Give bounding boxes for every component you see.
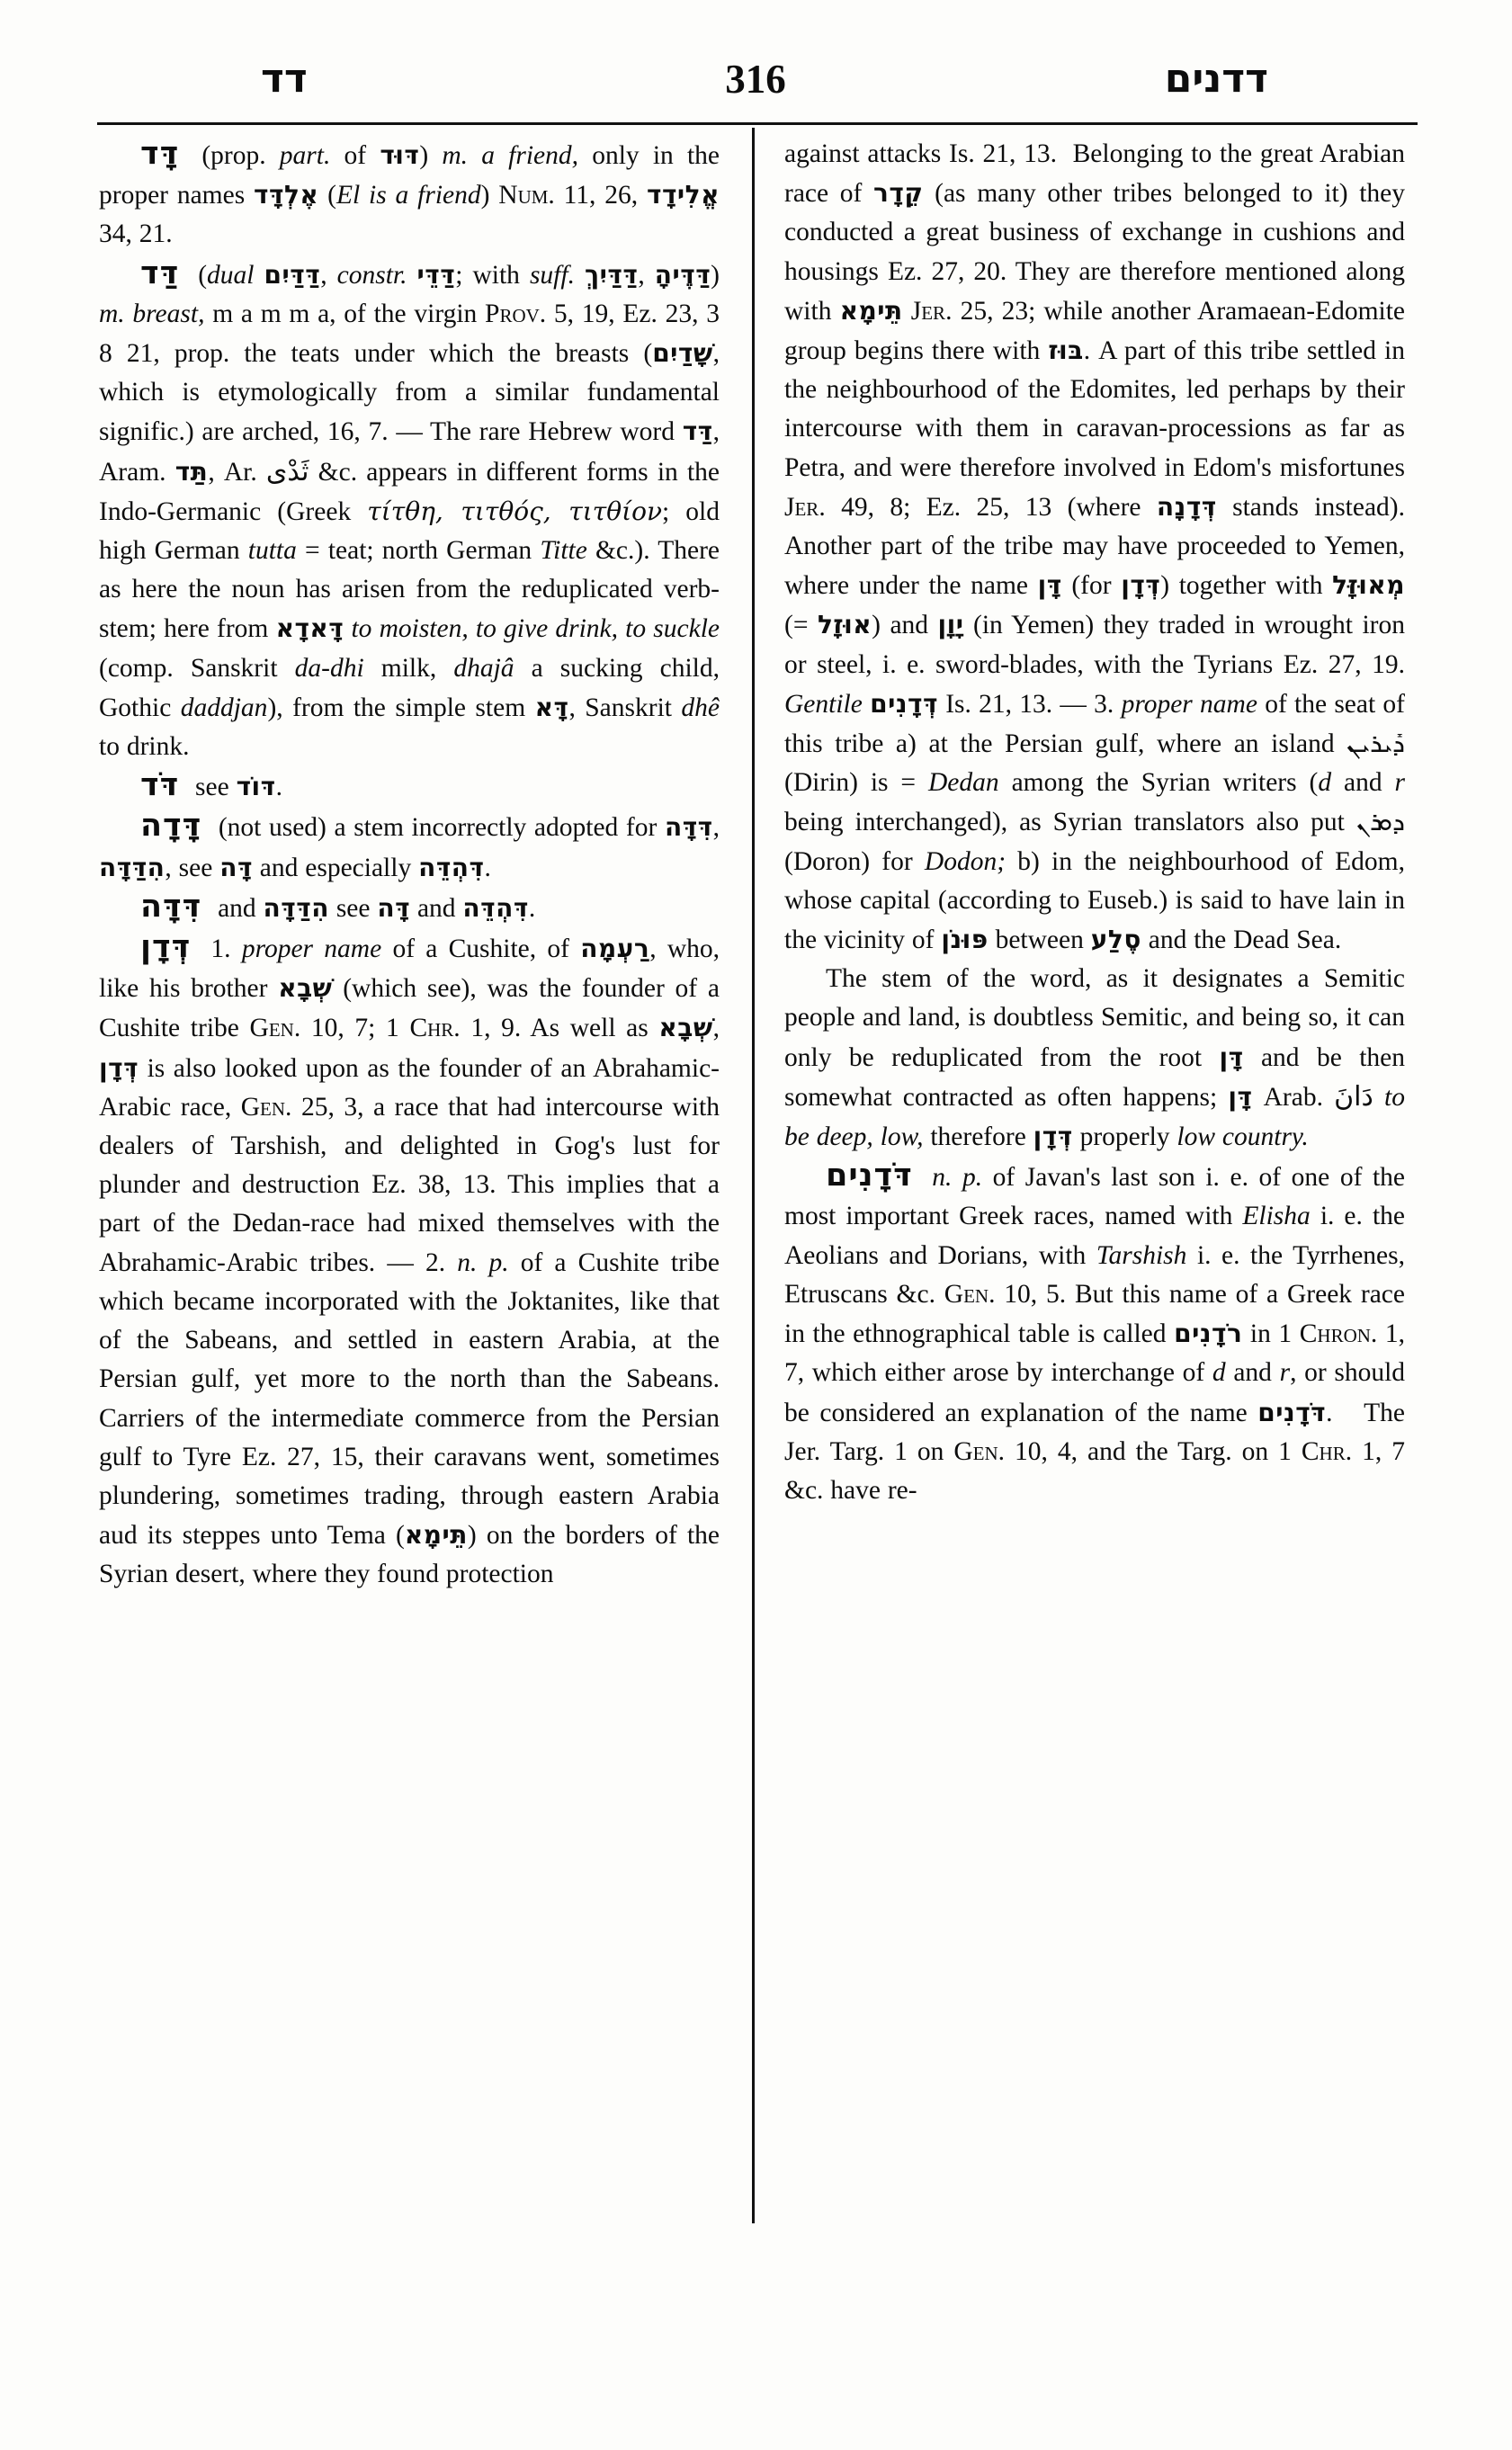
entry-dedan: דְּדָן 1. proper name of a Cushite, of רַעְמָה, who, like his brother שְׁבָא (which see), was the founder of a Cushite tribe Gen. 10, 7; 1 Chr. 1, 9. As well as שְׁבָא, דְּדָן is also looked upon as the founder of an Abrahamic-Arabic race, Gen. 25, 3, a race that had intercourse with dealers of Tarshish, and delighted in Gog's lust for plunder and destruction Ez. 38, 13. This implies that a part of the Dedan-race had mixed themselves with the Abrahamic-Arabic tribes. — 2. n. p. of a Cushite tribe which became incorporated with the Joktanites, like that of the Sabeans, and settled in eastern Arabia, at the Persian gulf, yet more to the north than the Sabeans. Carriers of the intermediate commerce from the Persian gulf to Tyre Ez. 27, 15, their caravans went, sometimes plundering, sometimes trading, through eastern Arabia aud its steppes unto Tema (תֵּימָא) on the borders of the Syrian desert, where they found protection [99, 929, 720, 1589]
entry-dedan-continued: against attacks Is. 21, 13. Belonging to the great Arabian race of קֵדָר (as many other tribes belonged to it) they conducted a great business of exchange in cushions and housings Ez. 27, 20. They are therefore mentioned along with תֵּימָא Jer. 25, 23; while another Aramaean-Edomite group begins there with בּוּז. A part of this tribe settled in the neighbourhood of the Edomites, led perhaps by their intercourse with them in caravan-processions as far as Petra, and were therefore involved in Edom's misfortunes Jer. 49, 8; Ez. 25, 13 (where דְּדָנָה stands instead). Another part of the tribe may have proceeded to Yemen, where under the name דָּן (for דְּדָן) together with מְאוּזָּל (= אוּזָל) and יָוָן (in Yemen) they traded in wrought iron or steel, i. e. sword-blades, with the Tyrians Ez. 27, 19. Gentile דְּדָנִים Is. 21, 13. — 3. proper name of the seat of this tribe a) at the Persian gulf, where an island ܕܺܝܪܝܢ (Dirin) is = Dedan among the Syrian writers (d and r being interchanged), as Syrian translators also put ܕܘܪܢ (Doron) for Dodon; b) in the neighbourhood of Edom, whose capital (according to Euseb.) is said to have lain in the vicinity of פּוּנֹן between סֶלַע and the Dead Sea. [784, 139, 1406, 955]
entry-dodanim: דֹּדָנִים n. p. of Javan's last son i. e. of one of the most important Greek races, named with Elisha i. e. the Aeolians and Dorians, with Tarshish i. e. the Tyrrhenes, Etruscans &c. Gen. 10, 5. But this name of a Greek race in the ethnographical table is called רֹדָנִים in 1 Chron. 1, 7, which either arose by interchange of d and r, or should be considered an explanation of the name דֹּדָנִים. The Jer. Targ. 1 on Gen. 10, 4, and the Targ. on 1 Chr. 1, 7 &c. have re- [784, 1158, 1406, 1505]
running-head-right-catchword: דדנים [1164, 56, 1268, 102]
right-column [784, 135, 1405, 1510]
entry-dod-see: דֹּד see דּוֹד. [140, 767, 282, 804]
entry-dadah: דָּדָה (not used) a stem incorrectly adopted for דִּדָּה, הִדַּדָּה, see דָּה and especially דִּהְדֵּה. [99, 808, 720, 882]
running-head [126, 47, 1385, 112]
page-number: 316 [725, 57, 786, 102]
left-column [99, 135, 720, 1595]
header-rule [97, 122, 1418, 125]
entry-didah-cross: דִּדָּה and הִדַּדָּה see דָּה and דִּהְדֵּה. [140, 888, 536, 925]
entry-dad-friend: דָּד (prop. part. of דּוּד) m. a friend, only in the proper names אֶלְדָּד (El is a friend) Num. 11, 26, אֱלִידָד 34, 21. [99, 136, 720, 249]
running-head-left-catchword: דד [261, 56, 308, 102]
column-divider-rule [752, 128, 755, 2223]
paragraph-dedan-stem: The stem of the word, as it designates a Semitic people and land, is doubtless Semitic, and being so, it can only be reduplicated from the root דָּן and be then somewhat contracted as often happens; דָּן Arab. دَانَ to be deep, low, therefore דְּדָן properly low country. [784, 964, 1405, 1152]
entry-dad-breast: דַּד (dual דַּדַּיִם, constr. דַּדֵּי; with suff. דַּדַּיִךְ, דַּדֶּיהָ) m. breast, m a m m a, of the virgin Prov. 5, 19, Ez. 23, 3 8 21, prop. the teats under which the breasts (שָׁדַיִם, which is etymologically from a similar fundamental signific.) are arched, 16, 7. — The rare Hebrew word דַּד, Aram. תַּד, Ar. ثَدْى &c. appears in different forms in the Indo-Germanic (Greek τίτθη, τιτθός, τιτθίον; old high German tutta = teat; north German Titte &c.). There as here the noun has arisen from the reduplicated verb-stem; here from דָּאדָא to moisten, to give drink, to suckle (comp. Sanskrit da-dhi milk, dhajâ a sucking child, Gothic daddjan), from the simple stem דָּא, Sanskrit dhê to drink. [99, 255, 720, 762]
